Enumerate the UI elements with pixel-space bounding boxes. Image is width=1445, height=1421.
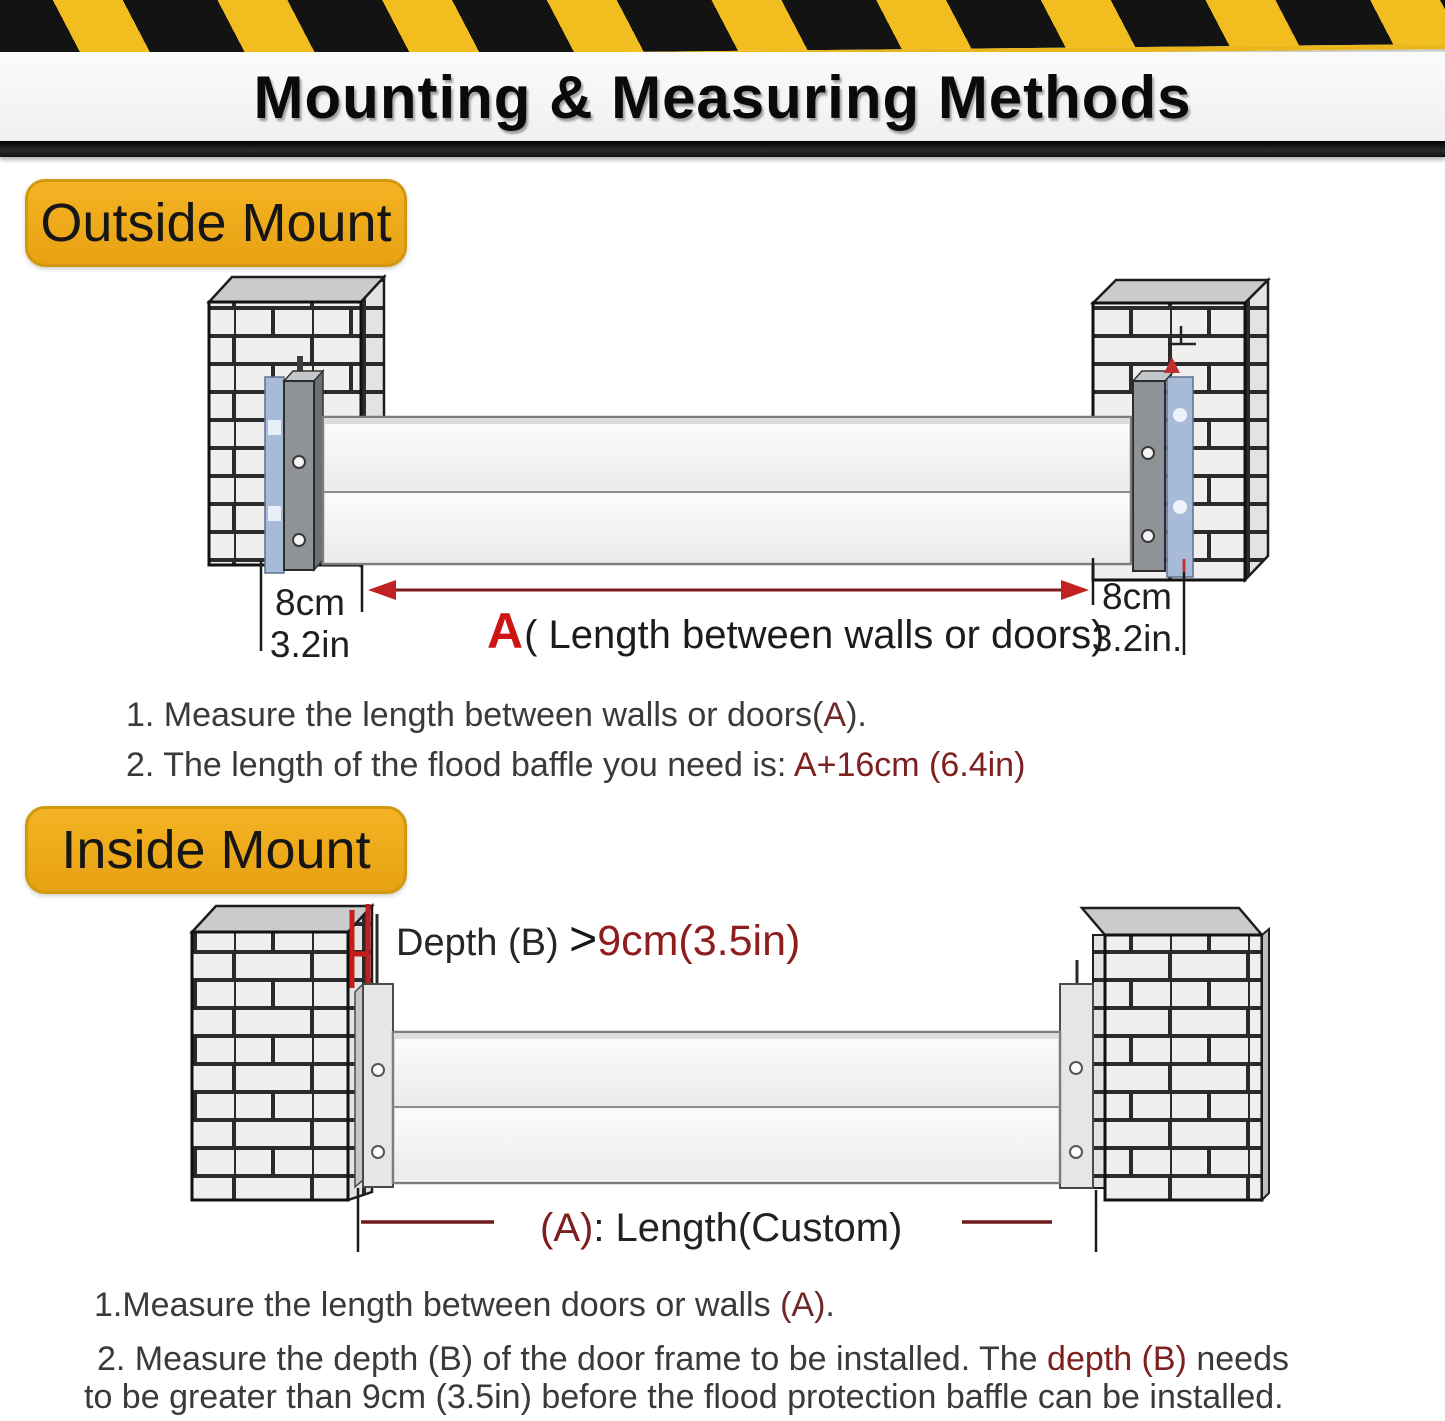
outside-mount-heading: Outside Mount <box>40 193 392 253</box>
span-a-text: ( Length between walls or doors) <box>524 613 1105 657</box>
depth-requirement-label: Depth (B) >9cm(3.5in) <box>396 913 801 966</box>
inside-left-pillar <box>192 906 372 1200</box>
inside-right-pillar <box>1082 908 1269 1200</box>
depth-min-value: 9cm(3.5in) <box>597 917 801 965</box>
left-offset-measurement <box>250 582 370 666</box>
inside-flood-baffle <box>393 1032 1060 1183</box>
span-a-letter: A <box>487 603 525 659</box>
right-offset-in: 3.2in. <box>1091 618 1183 659</box>
inside-mount-heading: Inside Mount <box>61 820 371 880</box>
inside-right-rail <box>1060 984 1093 1188</box>
right-offset-cm: 8cm <box>1102 576 1172 617</box>
left-offset-cm: 8cm <box>275 582 345 623</box>
length-custom-label: (A): Length(Custom) <box>540 1206 903 1250</box>
outside-left-rail <box>265 371 323 573</box>
page-title: Mounting & Measuring Methods <box>253 63 1192 131</box>
outside-right-rail <box>1133 371 1193 577</box>
outside-step-2: 2. The length of the flood baffle you need is: A+16cm (6.4in) <box>126 746 1026 784</box>
inside-step-1: 1.Measure the length between doors or walls (A). <box>94 1286 835 1324</box>
inside-step-2-line-1: 2. Measure the depth (B) of the door frame to be installed. The depth (B) needs <box>97 1340 1289 1378</box>
span-a-label <box>487 602 1104 660</box>
baffle-length-formula: A+16cm (6.4in) <box>793 746 1026 784</box>
inside-left-rail <box>355 984 393 1187</box>
outside-flood-baffle <box>323 417 1131 564</box>
inside-step-2-line-2: to be greater than 9cm (3.5in) before the flood protection baffle can be installed. <box>84 1378 1284 1416</box>
outside-step-1: 1. Measure the length between walls or doors(A). <box>126 696 867 734</box>
left-offset-in: 3.2in <box>269 624 351 665</box>
